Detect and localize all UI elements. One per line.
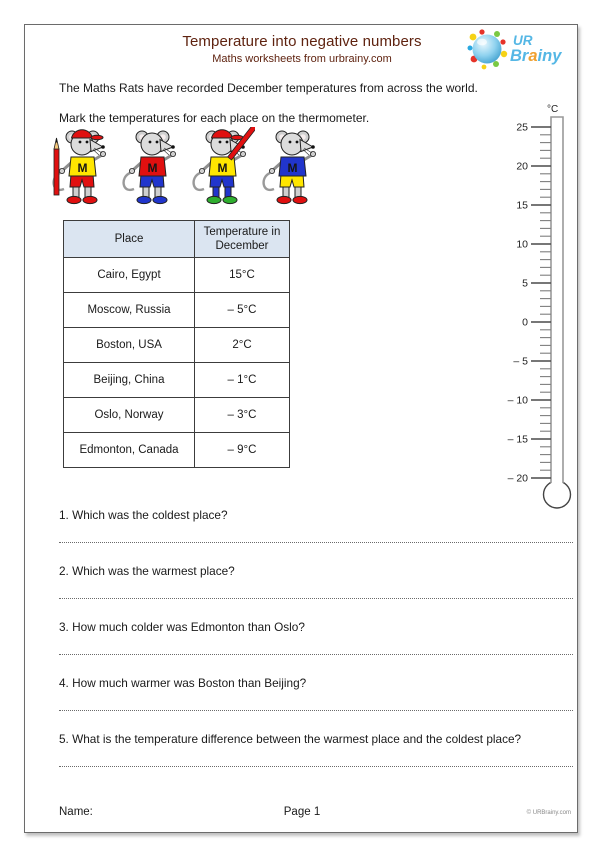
answer-line (59, 766, 573, 767)
place-cell: Boston, USA (64, 328, 195, 363)
rat-blue-shirt-yellow-shorts-illustration (259, 127, 325, 207)
temperature-cell: – 1°C (195, 363, 290, 398)
rat-red-shirt-blue-shorts-illustration (119, 127, 185, 207)
temperature-cell: 15°C (195, 258, 290, 293)
temperature-table (63, 220, 290, 468)
svg-text:M: M (77, 161, 88, 175)
svg-text:0: 0 (522, 316, 528, 329)
svg-text:5: 5 (522, 277, 528, 290)
question-text: 3. How much colder was Edmonton than Oslo? (59, 620, 305, 634)
answer-line (59, 598, 573, 599)
question-text: 2. Which was the warmest place? (59, 564, 235, 578)
page-title: Temperature into negative numbers (182, 33, 422, 50)
svg-text:– 5: – 5 (513, 355, 528, 368)
intro-line-1: The Maths Rats have recorded December temperatures from across the world. (59, 81, 478, 95)
question-3 (59, 620, 573, 655)
maths-rats-illustration (49, 127, 349, 207)
svg-text:10: 10 (516, 238, 528, 251)
place-cell: Moscow, Russia (64, 293, 195, 328)
answer-line (59, 542, 573, 543)
svg-text:M: M (217, 161, 228, 175)
table-row (64, 363, 290, 398)
question-text: 4. How much warmer was Boston than Beijing? (59, 676, 307, 690)
svg-text:°C: °C (547, 104, 559, 115)
svg-text:– 20: – 20 (507, 472, 528, 485)
intro-line-2: Mark the temperatures for each place on the thermometer. (59, 111, 370, 125)
place-cell: Edmonton, Canada (64, 433, 195, 468)
place-cell: Beijing, China (64, 363, 195, 398)
col-header-temperature: Temperature in December (195, 221, 290, 258)
rat-yellow-shirt-blue-pants-illustration (189, 127, 255, 207)
table-row (64, 293, 290, 328)
copyright: © URBrainy.com (526, 810, 571, 816)
table-row (64, 398, 290, 433)
svg-text:M: M (287, 161, 298, 175)
name-label: Name: (59, 806, 93, 818)
question-5 (59, 732, 573, 767)
temperature-cell: – 9°C (195, 433, 290, 468)
table-row (64, 328, 290, 363)
rat-yellow-shirt-red-shorts-illustration (49, 127, 115, 207)
svg-text:Brainy: Brainy (510, 47, 562, 65)
questions-section (59, 508, 573, 788)
svg-text:25: 25 (516, 121, 528, 134)
svg-text:M: M (147, 161, 158, 175)
table-row (64, 258, 290, 293)
col-header-place: Place (64, 221, 195, 258)
table-row (64, 433, 290, 468)
svg-text:15: 15 (516, 199, 528, 212)
temperature-cell: 2°C (195, 328, 290, 363)
svg-text:– 10: – 10 (507, 394, 528, 407)
temperature-cell: – 5°C (195, 293, 290, 328)
urbrainy-logo (467, 28, 579, 72)
place-cell: Cairo, Egypt (64, 258, 195, 293)
question-2 (59, 564, 573, 599)
svg-text:20: 20 (516, 160, 528, 173)
question-text: 1. Which was the coldest place? (59, 508, 228, 522)
thermometer (503, 99, 585, 517)
table-header-row (64, 221, 290, 258)
temperature-cell: – 3°C (195, 398, 290, 433)
question-text: 5. What is the temperature difference between the warmest place and the coldest place? (59, 732, 522, 746)
answer-line (59, 654, 573, 655)
svg-text:UR: UR (513, 33, 533, 48)
place-cell: Oslo, Norway (64, 398, 195, 433)
worksheet-page (24, 24, 578, 833)
answer-line (59, 710, 573, 711)
page-subtitle: Maths worksheets from urbrainy.com (212, 53, 392, 65)
page-number: Page 1 (283, 806, 321, 818)
question-1 (59, 508, 573, 543)
svg-text:– 15: – 15 (507, 433, 528, 446)
question-4 (59, 676, 573, 711)
